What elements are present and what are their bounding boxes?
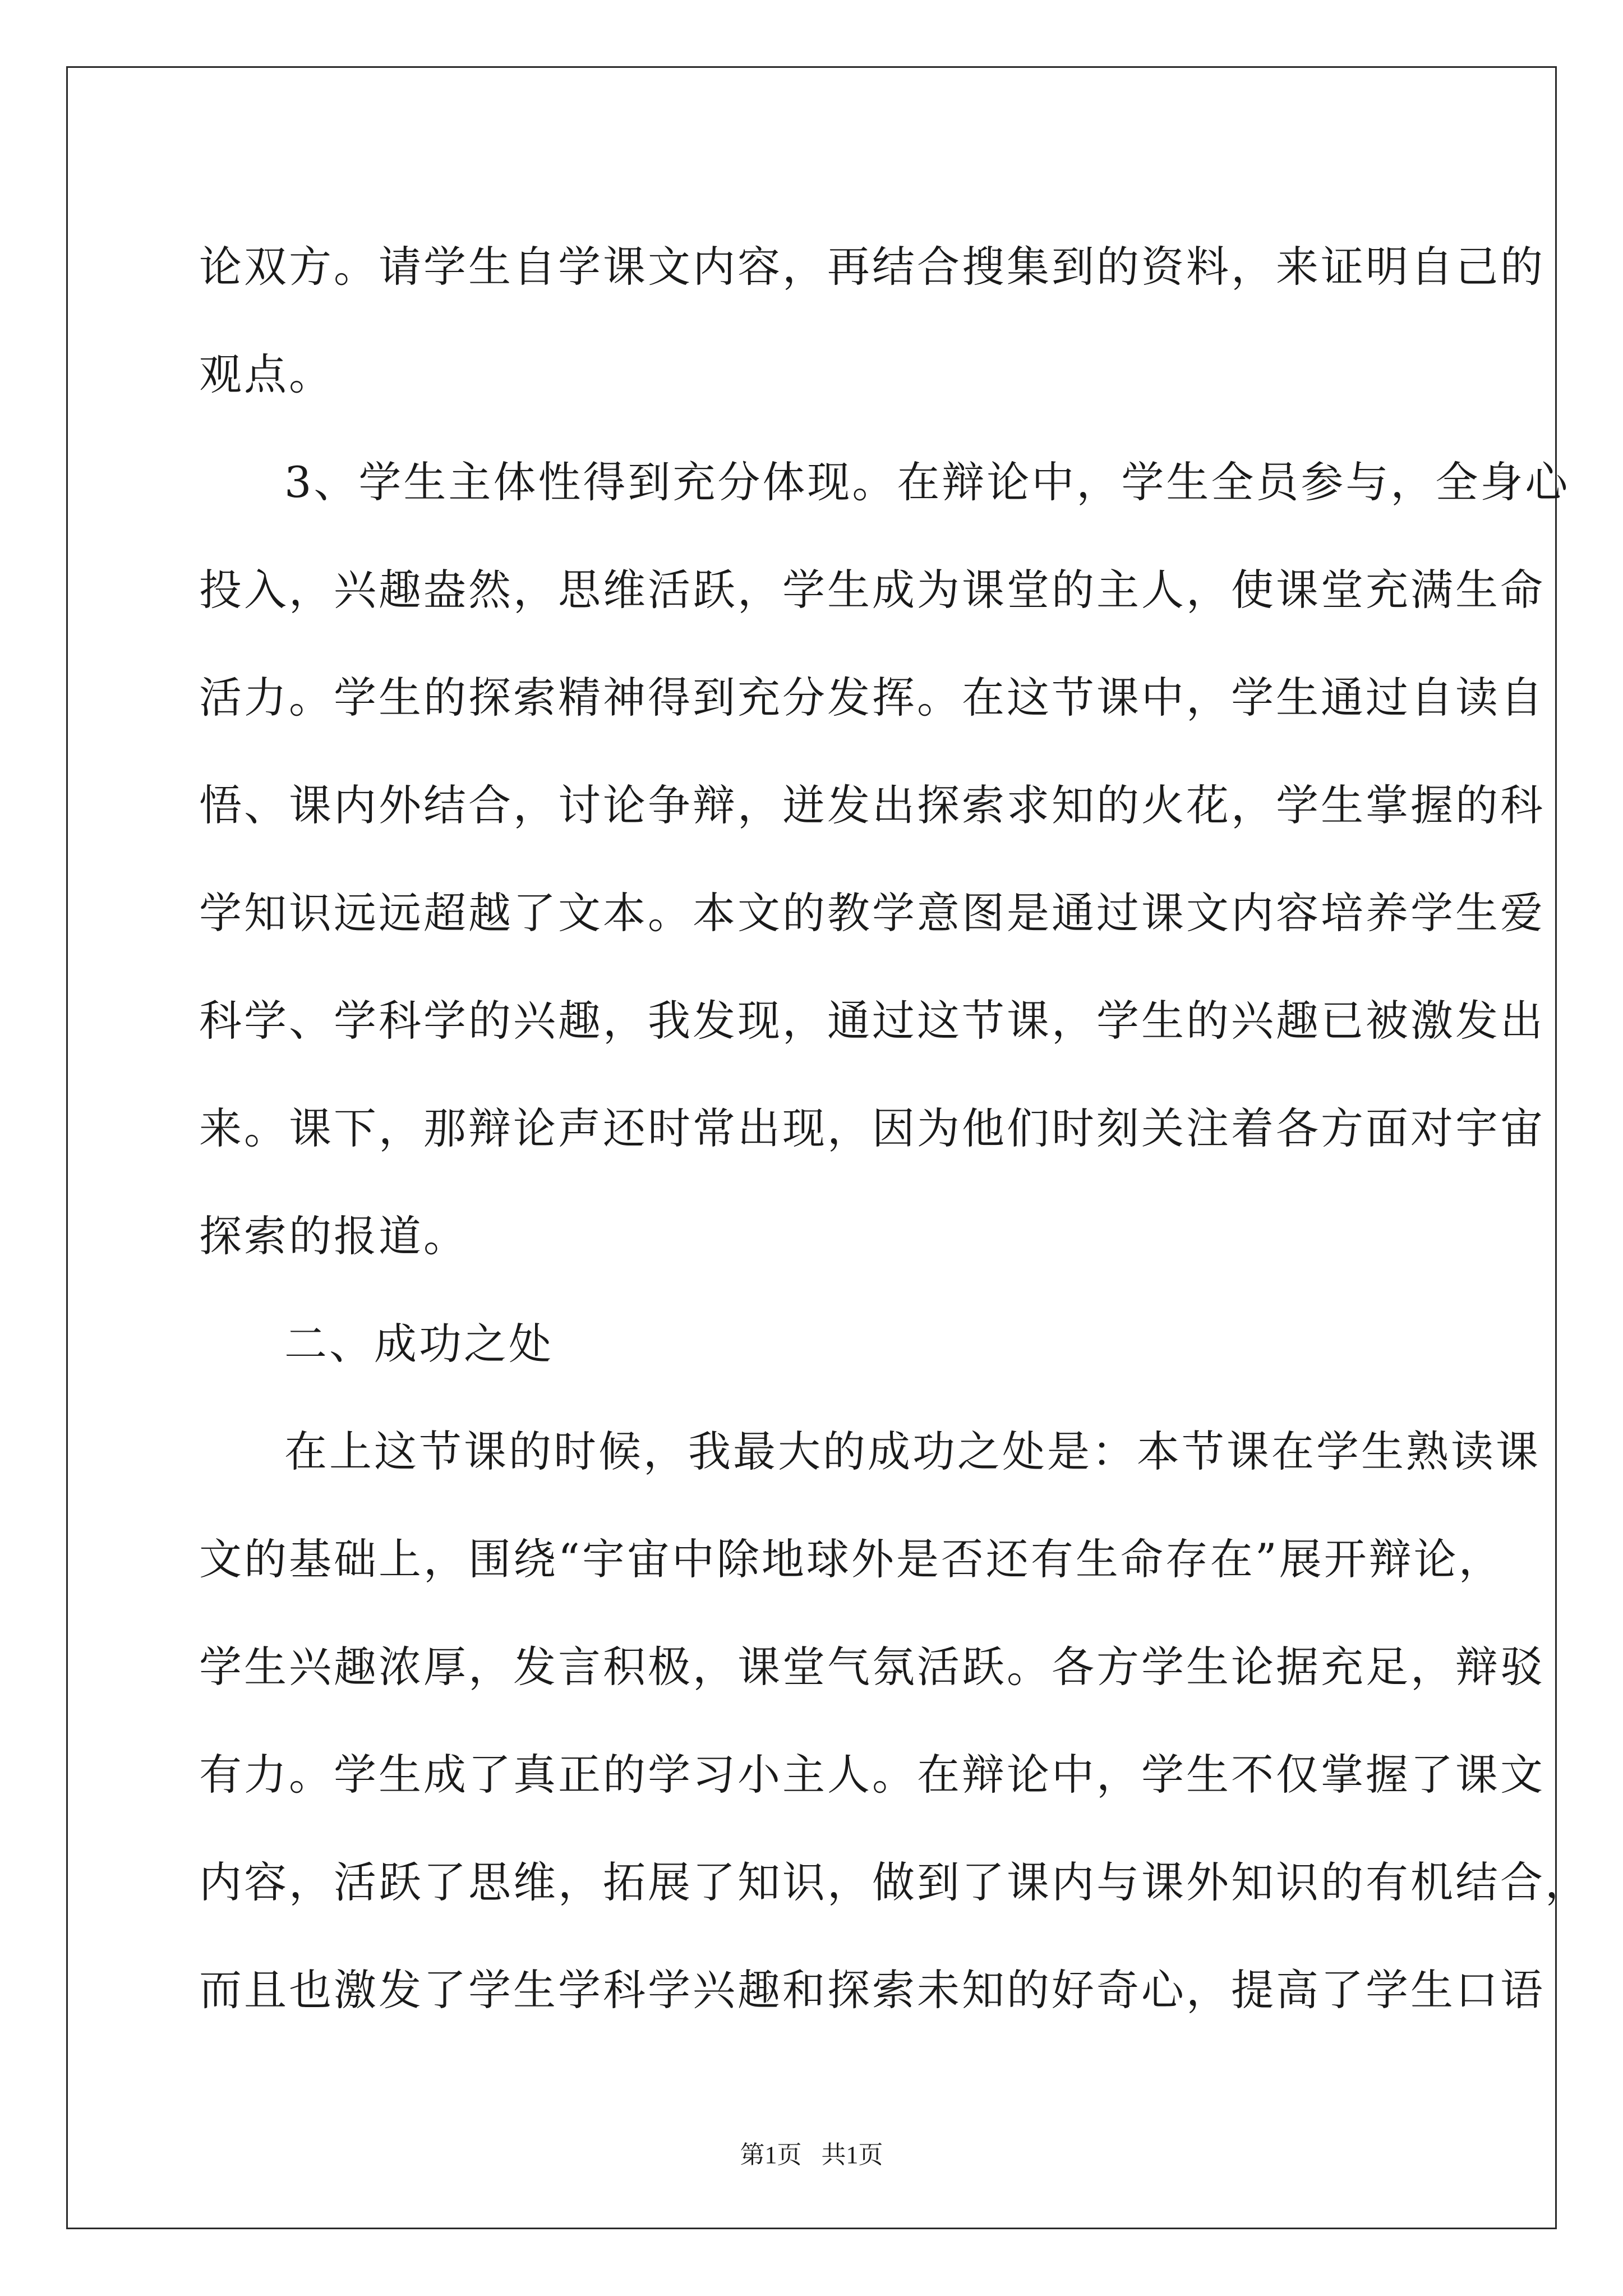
page-total: 共1页 — [821, 2141, 883, 2169]
text-line: 论双方。请学生自学课文内容，再结合搜集到的资料，来证明自己的 — [199, 242, 1545, 292]
text-line: 观点。 — [199, 349, 334, 399]
text-line: 探索的报道。 — [199, 1211, 468, 1261]
text-line: 而且也激发了学生学科学兴趣和探索未知的好奇心，提高了学生口语 — [199, 1965, 1545, 2015]
text-line: 学生兴趣浓厚，发言积极，课堂气氛活跃。各方学生论据充足，辩驳 — [199, 1642, 1545, 1692]
text-line: 3、学生主体性得到充分体现。在辩论中，学生全员参与，全身心 — [284, 457, 1570, 507]
text-line: 在上这节课的时候，我最大的成功之处是：本节课在学生熟读课 — [284, 1427, 1541, 1476]
text-line: 内容，活跃了思维，拓展了知识，做到了课内与课外知识的有机结合， — [199, 1857, 1590, 1907]
document-body — [199, 213, 1590, 2044]
text-line: 科学、学科学的兴趣，我发现，通过这节课，学生的兴趣已被激发出 — [199, 996, 1545, 1046]
text-line: 悟、课内外结合，讨论争辩，迸发出探索求知的火花，学生掌握的科 — [199, 780, 1545, 830]
section-heading: 二、成功之处 — [284, 1319, 554, 1369]
text-line: 活力。学生的探索精神得到充分发挥。在这节课中，学生通过自读自 — [199, 673, 1545, 723]
text-line: 来。课下，那辩论声还时常出现，因为他们时刻关注着各方面对宇宙 — [199, 1103, 1545, 1153]
page-footer — [0, 2138, 1623, 2172]
text-line: 文的基础上，围绕“宇宙中除地球外是否还有生命存在”展开辩论， — [199, 1534, 1504, 1584]
text-line: 有力。学生成了真正的学习小主人。在辩论中，学生不仅掌握了课文 — [199, 1750, 1545, 1800]
text-line: 投入，兴趣盎然，思维活跃，学生成为课堂的主人，使课堂充满生命 — [199, 565, 1545, 615]
text-line: 学知识远远超越了文本。本文的教学意图是通过课文内容培养学生爱 — [199, 888, 1545, 938]
page-number: 第1页 — [740, 2141, 802, 2169]
